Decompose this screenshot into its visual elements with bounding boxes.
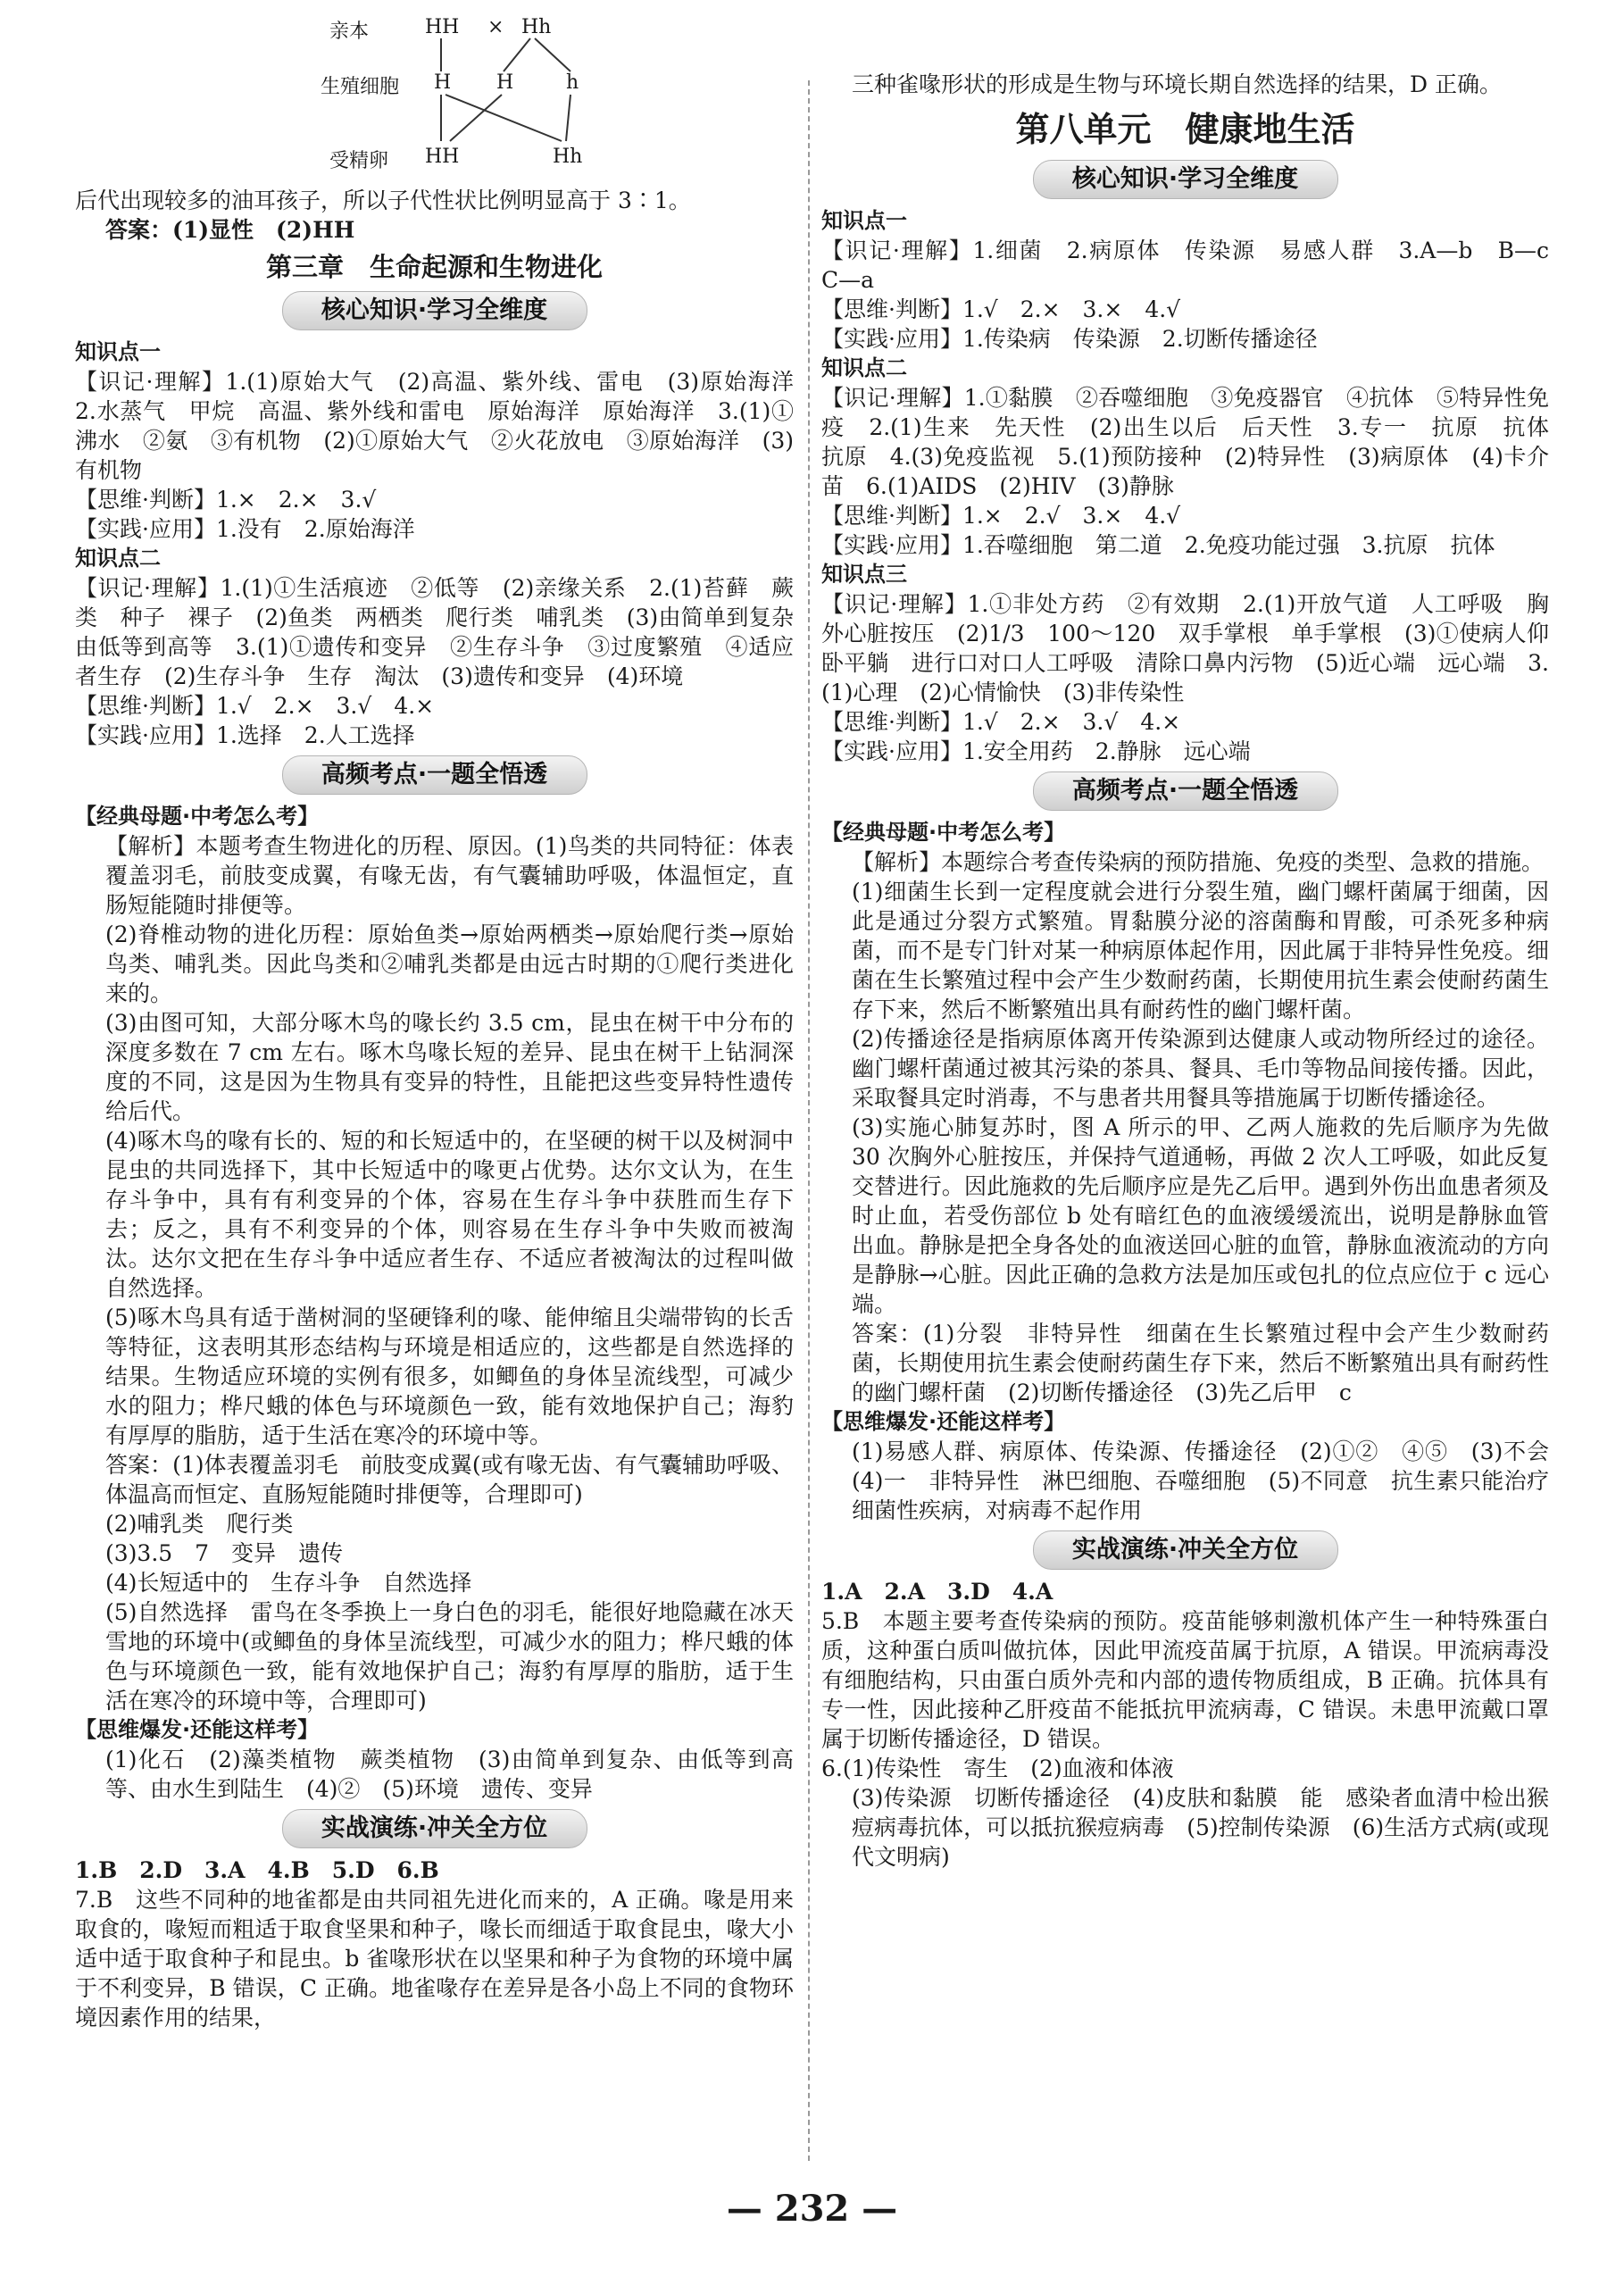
sub-heading: 【经典母题·中考怎么考】 xyxy=(821,820,1066,845)
zygote-1: HH xyxy=(425,146,460,168)
paragraph: (3)由图可知，大部分啄木鸟的喙长约 3.5 cm，昆虫在树干中分布的深度多数在 7 cm 左右。啄木鸟喙长短的差异、昆虫在树干上钻洞深度的不同，这是因为生物具有变异的特性，且能把这些变异特性遗传给后代。 xyxy=(105,1010,794,1124)
page-number: — 232 — xyxy=(726,2188,898,2230)
parent-label: 亲本 xyxy=(329,21,370,43)
paragraph: (1)化石 (2)藻类植物 蕨类植物 (3)由简单到复杂、由低等到高等、由水生到陆生 (4)② (5)环境 遗传、变异 xyxy=(105,1747,794,1802)
paragraph: 【思维·判断】1.√ 2.× 3.× 4.√ xyxy=(821,296,1181,322)
paragraph: 【实践·应用】1.吞噬细胞 第二道 2.免疫功能过强 3.抗原 抗体 xyxy=(821,532,1495,558)
paragraph: (5)啄木鸟具有适于凿树洞的坚硬锋利的喙、能伸缩且尖端带钩的长舌等特征，这表明其形态结构与环境是相适应的，这些都是自然选择的结果。生物适应环境的实例有很多，如鲫鱼的身体呈流线型，可减少水的阻力；桦尺蛾的体色与环境颜色一致，能有效地保护自己；海豹有厚厚的脂肪，适于生活在寒冷的环境中等。 xyxy=(105,1305,794,1448)
paragraph: 后代出现较多的油耳孩子，所以子代性状比例明显高于 3∶1。 xyxy=(75,188,691,213)
answer: (5)自然选择 雷鸟在冬季换上一身白色的羽毛，能很好地隐藏在冰天雪地的环境中(或鲫鱼的身体呈流线型，可减少水的阻力；桦尺蛾的体色与环境颜色一致，能有效地保护自己；海豹有厚厚的脂肪，适于生活在寒冷的环境中等，合理即可) xyxy=(105,1599,794,1714)
gamete-label: 生殖细胞 xyxy=(321,76,400,98)
cross-sign: × xyxy=(487,16,504,38)
paragraph: 【思维·判断】1.× 2.√ 3.× 4.√ xyxy=(821,503,1181,529)
paragraph: 【识记·理解】1.(1)①生活痕迹 ②低等 (2)亲缘关系 2.(1)苔藓 蕨类 种子 裸子 (2)鱼类 两栖类 爬行类 哺乳类 (3)由简单到复杂 由低等到高等 3.(1)①遗传和变异 ②生存斗争 ③过度繁殖 ④适应者生存 (2)生存斗争 生存 淘汰 (3)遗传和变异 (4)环境 xyxy=(75,575,817,689)
paragraph: (3)传染源 切断传播途径 (4)皮肤和黏膜 能 感染者血清中检出猴痘病毒抗体，可以抵抗猴痘病毒 (5)控制传染源 (6)生活方式病(或现代文明病) xyxy=(852,1785,1549,1870)
paragraph: 7.B 这些不同种的地雀都是由共同祖先进化而来的，A 正确。喙是用来取食的，喙短而粗适于取食坚果和种子，喙长而细适于取食昆虫，喙大小适中适于取食种子和昆虫。b 雀喙形状在以坚果和种子为食物的环境中属于不利变异，B 错误，C 正确。地雀喙存在差异是各小岛上不同的食物环境因素作用的结果， xyxy=(75,1887,794,2031)
paragraph: 【实践·应用】1.安全用药 2.静脉 远心端 xyxy=(821,738,1251,764)
answer: (4)长短适中的 生存斗争 自然选择 xyxy=(105,1570,472,1596)
answer-row: 1.A 2.A 3.D 4.A xyxy=(821,1579,1054,1605)
section-pill: 高频考点·一题全悟透 xyxy=(1033,771,1338,811)
gamete-2: H xyxy=(496,71,514,94)
zygote-2: Hh xyxy=(553,146,583,168)
genetics-diagram xyxy=(75,16,794,186)
knowledge-point: 知识点一 xyxy=(75,339,161,364)
paragraph: 【思维·判断】1.√ 2.× 3.√ 4.× xyxy=(821,709,1181,735)
parent1: HH xyxy=(425,16,460,38)
section-pill: 实战演练·冲关全方位 xyxy=(1033,1530,1338,1570)
right-column xyxy=(821,0,1572,1872)
paragraph: 【识记·理解】1.①黏膜 ②吞噬细胞 ③免疫器官 ④抗体 ⑤特异性免疫 2.(1)生来 先天性 (2)出生以后 后天性 3.专一 抗原 抗体 抗原 4.(3)免疫监视 5.(1)预防接种 (2)特异性 (3)病原体 (4)卡介苗 6.(1)AIDS (2)HIV (3)静脉 xyxy=(821,385,1572,499)
answer: 答案：(1)分裂 非特异性 细菌在生长繁殖过程中会产生少数耐药菌，长期使用抗生素会使耐药菌生存下来，然后不断繁殖出具有耐药性的幽门螺杆菌 (2)切断传播途径 (3)先乙后甲 c xyxy=(852,1321,1549,1405)
unit-title: 第八单元 健康地生活 xyxy=(1015,110,1355,149)
section-pill: 核心知识·学习全维度 xyxy=(1033,160,1338,199)
paragraph: 【思维·判断】1.√ 2.× 3.√ 4.× xyxy=(75,693,435,719)
paragraph: 【识记·理解】1.①非处方药 ②有效期 2.(1)开放气道 人工呼吸 胸外心脏按压 (2)1/3 100～120 双手掌根 单手掌根 (3)①使病人仰卧平躺 进行口对口人工呼吸 清除口鼻内污物 (5)近心端 远心端 3.(1)心理 (2)心情愉快 (3)非传染性 xyxy=(821,591,1549,705)
left-column xyxy=(75,0,817,2032)
paragraph: (1)细菌生长到一定程度就会进行分裂生殖，幽门螺杆菌属于细菌，因此是通过分裂方式繁殖。胃黏膜分泌的溶菌酶和胃酸，可杀死多种病菌，而不是专门针对某一种病原体起作用，因此属于非特异性免疫。细菌在生长繁殖过程中会产生少数耐药菌，长期使用抗生素会使耐药菌生存下来，然后不断繁殖出具有耐药性的幽门螺杆菌。 xyxy=(852,879,1549,1022)
paragraph: 【解析】本题考查生物进化的历程、原因。(1)鸟类的共同特征：体表覆盖羽毛，前肢变成翼，有喙无齿，有气囊辅助呼吸，体温恒定，直肠短能随时排便等。 xyxy=(105,833,794,918)
knowledge-point: 知识点二 xyxy=(75,546,161,571)
knowledge-point: 知识点一 xyxy=(821,208,907,233)
knowledge-point: 知识点三 xyxy=(821,562,907,587)
sub-heading: 【经典母题·中考怎么考】 xyxy=(75,804,320,829)
answer: 答案：(1)显性 (2)HH xyxy=(105,217,355,243)
paragraph: 【实践·应用】1.选择 2.人工选择 xyxy=(75,722,415,748)
answer: 答案：(1)体表覆盖羽毛 前肢变成翼(或有喙无齿、有气囊辅助呼吸、体温高而恒定、直肠短能随时排便等，合理即可) xyxy=(105,1452,794,1507)
paragraph: 【思维·判断】1.× 2.× 3.√ xyxy=(75,487,377,513)
zygote-label: 受精卵 xyxy=(329,150,389,172)
chapter-title: 第三章 生命起源和生物进化 xyxy=(265,252,603,282)
paragraph: 6.(1)传染性 寄生 (2)血液和体液 xyxy=(821,1755,1174,1781)
sub-heading: 【思维爆发·还能这样考】 xyxy=(821,1409,1066,1434)
paragraph: 【解析】本题综合考查传染病的预防措施、免疫的类型、急救的措施。 xyxy=(852,849,1545,875)
knowledge-point: 知识点二 xyxy=(821,355,907,380)
gamete-3: h xyxy=(566,71,579,94)
paragraph: 三种雀喙形状的形成是生物与环境长期自然选择的结果，D 正确。 xyxy=(852,71,1502,97)
paragraph: 5.B 本题主要考查传染病的预防。疫苗能够刺激机体产生一种特殊蛋白质，这种蛋白质叫做抗体，因此甲流疫苗属于抗原，A 错误。甲流病毒没有细胞结构，只由蛋白质外壳和内部的遗传物质组成，B 正确。抗体具有专一性，因此接种乙肝疫苗不能抵抗甲流病毒，C 错误。未患甲流戴口罩属于切断传播途径，D 错误。 xyxy=(821,1608,1549,1752)
paragraph: 【识记·理解】1.细菌 2.病原体 传染源 易感人群 3.A—b B—c C—a xyxy=(821,238,1572,293)
parent2: Hh xyxy=(521,16,552,38)
section-pill: 实战演练·冲关全方位 xyxy=(282,1809,587,1848)
paragraph: (2)脊椎动物的进化历程：原始鱼类→原始两栖类→原始爬行类→原始鸟类、哺乳类。因此鸟类和②哺乳类都是由远古时期的①爬行类进化来的。 xyxy=(105,922,794,1006)
paragraph: (3)实施心肺复苏时，图 A 所示的甲、乙两人施救的先后顺序为先做 30 次胸外心脏按压，并保持气道通畅，再做 2 次人工呼吸，如此反复交替进行。因此施救的先后顺序应是先乙后甲。遇到外伤出血患者须及时止血，若受伤部位 b 处有暗红色的血液缓缓流出，说明是静脉血管出血。静脉是把全身各处的血液送回心脏的血管，静脉血液流动的方向是静脉→心脏。因此正确的急救方法是加压或包扎的位点应位于 c 远心端。 xyxy=(852,1114,1549,1317)
sub-heading: 【思维爆发·还能这样考】 xyxy=(75,1717,320,1742)
answer: (2)哺乳类 爬行类 xyxy=(105,1511,294,1537)
paragraph: 【实践·应用】1.传染病 传染源 2.切断传播途径 xyxy=(821,326,1318,352)
answer-row: 1.B 2.D 3.A 4.B 5.D 6.B xyxy=(75,1857,439,1883)
paragraph: (1)易感人群、病原体、传染源、传播途径 (2)①② ④⑤ (3)不会 (4)一 非特异性 淋巴细胞、吞噬细胞 (5)不同意 抗生素只能治疗细菌性疾病，对病毒不起作用 xyxy=(852,1439,1572,1523)
paragraph: 【识记·理解】1.(1)原始大气 (2)高温、紫外线、雷电 (3)原始海洋 2.水蒸气 甲烷 高温、紫外线和雷电 原始海洋 原始海洋 3.(1)①沸水 ②氨 ③有机物 (2)①原始大气 ②火花放电 ③原始海洋 (3)有机物 xyxy=(75,369,817,483)
paragraph: 【实践·应用】1.没有 2.原始海洋 xyxy=(75,516,415,542)
paragraph: (4)啄木鸟的喙有长的、短的和长短适中的，在坚硬的树干以及树洞中昆虫的共同选择下，其中长短适中的喙更占优势。达尔文认为，在生存斗争中，具有有利变异的个体，容易在生存斗争中获胜而生存下去；反之，具有不利变异的个体，则容易在生存斗争中失败而被淘汰。达尔文把在生存斗争中适应者生存、不适应者被淘汰的过程叫做自然选择。 xyxy=(105,1128,794,1301)
gamete-1: H xyxy=(434,71,452,94)
answer: (3)3.5 7 变异 遗传 xyxy=(105,1540,344,1566)
section-pill: 核心知识·学习全维度 xyxy=(282,291,587,330)
paragraph: (2)传播途径是指病原体离开传染源到达健康人或动物所经过的途径。幽门螺杆菌通过被其污染的茶具、餐具、毛巾等物品间接传播。因此，采取餐具定时消毒，不与患者共用餐具等措施属于切断传播途径。 xyxy=(852,1026,1549,1111)
section-pill: 高频考点·一题全悟透 xyxy=(282,755,587,795)
